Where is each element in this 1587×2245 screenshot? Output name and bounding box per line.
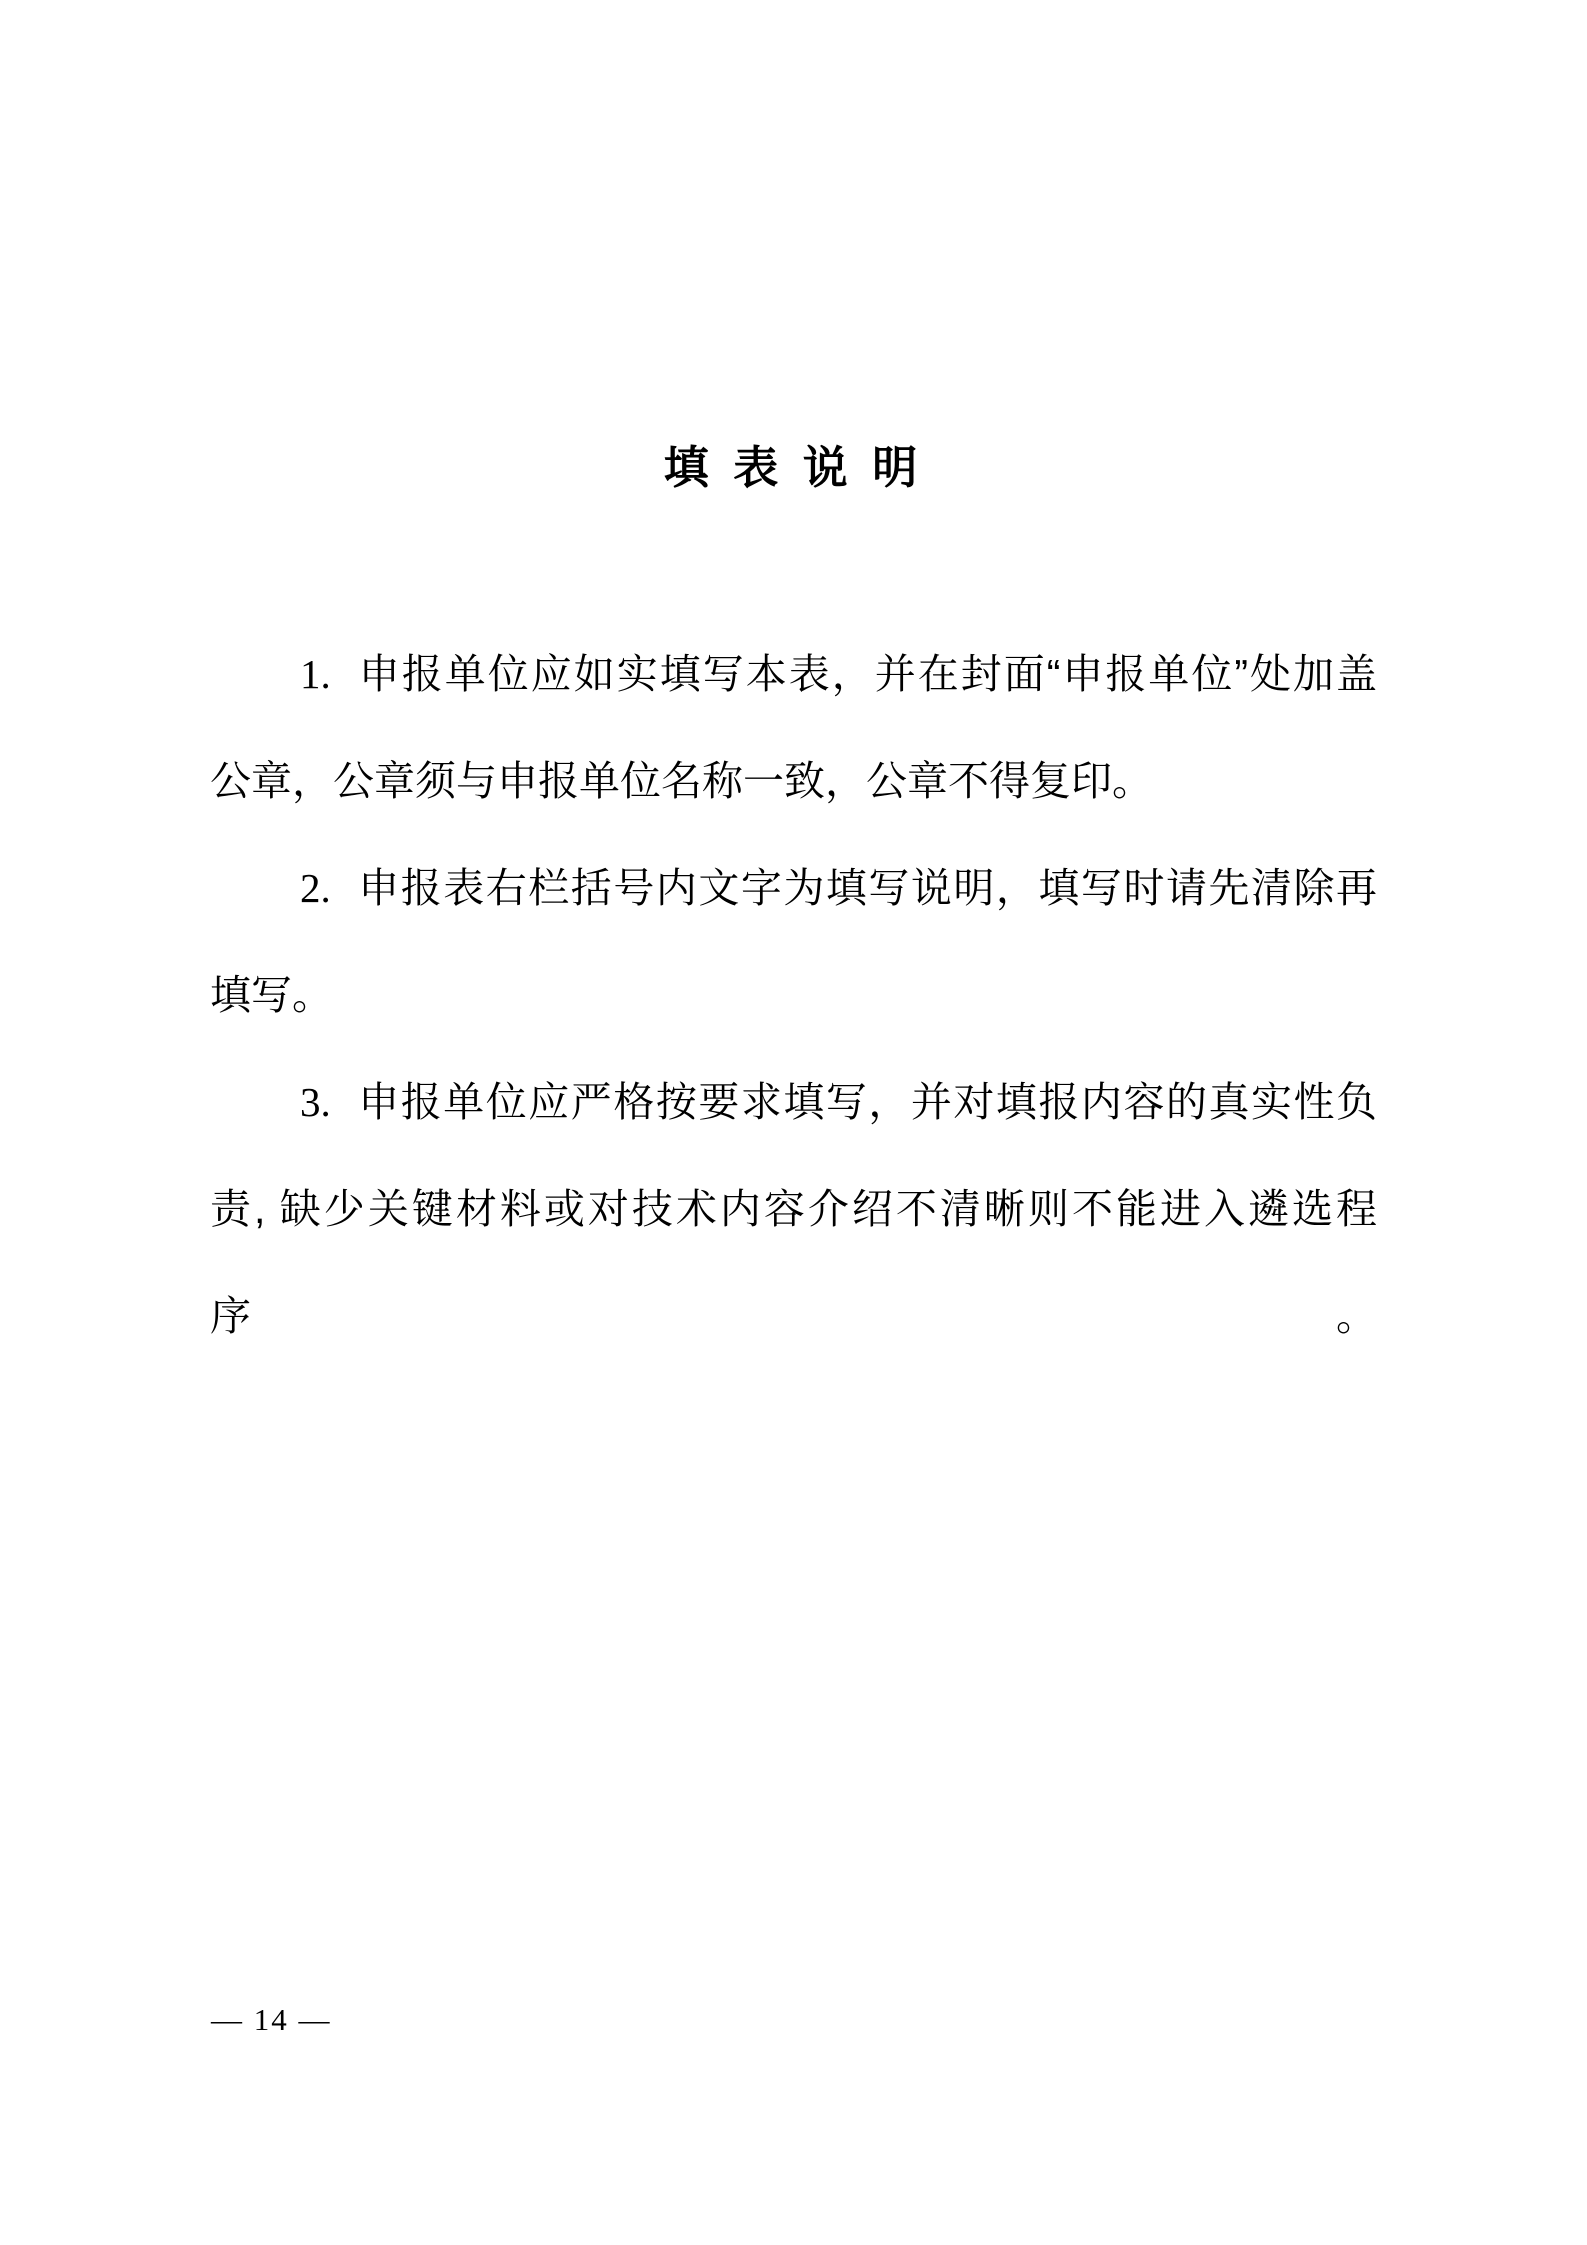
paragraph-1-text-2: 公章，公章须与申报单位名称一致，公章不得复印。 [210,758,1153,804]
paragraph-3-text-2: 责, 缺少关键材料或对技术内容介绍不清晰则不能进入遴选程序。 [210,1186,1377,1339]
instructions-body [210,621,1377,1370]
paragraph-3-line-1 [210,1049,1377,1156]
list-number-1: 1. [300,651,331,697]
paragraph-2-line-1 [210,835,1377,942]
paragraph-2-text-1: 申报表右栏括号内文字为填写说明，填写时请先清除再 [356,865,1377,911]
page-title: 填 表 说 明 [663,442,924,493]
list-number-2: 2. [300,865,331,911]
paragraph-3-text-1: 申报单位应严格按要求填写，并对填报内容的真实性负 [356,1079,1377,1125]
paragraph-2-line-2 [210,942,1377,1049]
paragraph-2-text-2: 填写。 [210,972,333,1018]
list-number-3: 3. [300,1079,331,1125]
paragraph-1-line-2 [210,728,1377,835]
paragraph-3-line-2 [210,1156,1377,1370]
paragraph-1-line-1 [210,621,1377,728]
page-number: — 14 — [211,2002,332,2037]
paragraph-1-text-1: 申报单位应如实填写本表，并在封面“申报单位”处加盖 [356,651,1377,697]
